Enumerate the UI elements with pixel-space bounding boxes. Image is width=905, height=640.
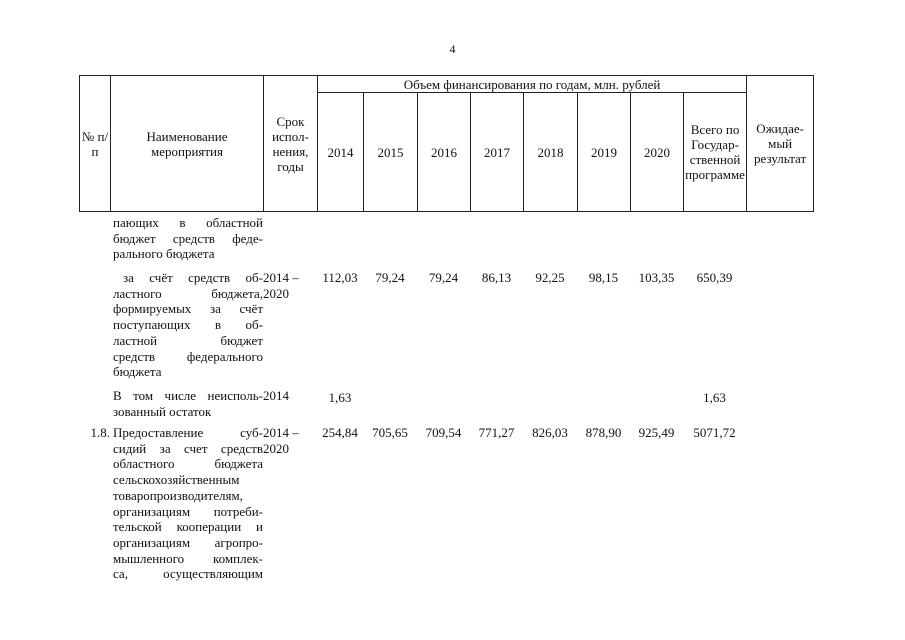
row-1-value-2015: 79,24 — [375, 270, 405, 285]
row-2-term — [263, 388, 317, 404]
header-name: Наименование мероприятия — [111, 76, 264, 212]
header-funding-group: Объем финансирования по годам, млн. рублей — [318, 76, 747, 93]
header-year-2019: 2019 — [578, 93, 631, 212]
row-0-name-line: пающих в областной — [113, 215, 263, 230]
row-1-value-2017: 86,13 — [481, 270, 512, 285]
row-1-name-line: средств федерального — [113, 348, 263, 364]
row-2-term-line: 2014 — [263, 388, 289, 403]
row-1-term — [263, 270, 317, 301]
row-1-name-line: за счёт средств об- — [123, 270, 263, 285]
header-number: № п/п — [80, 76, 111, 212]
row-3-value-2018: 826,03 — [532, 425, 568, 440]
row-1-value-2019: 98,15 — [588, 270, 619, 285]
row-3-name-line: сельскохозяйственным — [113, 472, 240, 488]
row-1-name-line: бюджета — [113, 364, 162, 380]
header-term: Срок испол- нения, годы — [264, 76, 318, 212]
header-year-2015: 2015 — [364, 93, 418, 212]
row-3-name-line: Предоставление суб- — [113, 425, 263, 440]
row-3-name-line: сидий за счет средств — [113, 440, 263, 456]
row-2-total: 1,63 — [703, 390, 726, 405]
row-3-name-line: мышленного комплек- — [113, 550, 263, 566]
row-3-name-line: областного бюджета — [113, 456, 263, 472]
row-3-name-line: организациям агропро- — [113, 534, 263, 550]
table-header — [79, 75, 814, 212]
row-1-value-2020: 103,35 — [638, 270, 675, 285]
row-3-value-2015: 705,65 — [372, 425, 408, 440]
header-year-2017: 2017 — [471, 93, 524, 212]
row-1-name-line: формируемых за счёт — [113, 301, 263, 317]
row-2-name-line: зованный остаток — [113, 403, 212, 419]
row-2-name-line: В том числе неисполь- — [113, 388, 263, 403]
row-2-value-2014: 1,63 — [328, 390, 352, 405]
row-0-name-line: рального бюджета — [113, 246, 215, 262]
header-result: Ожидае- мый результат — [747, 76, 814, 212]
row-1-value-2016: 79,24 — [428, 270, 459, 285]
row-3-value-2019: 878,90 — [585, 425, 622, 440]
row-1-total: 650,39 — [696, 270, 733, 285]
row-3-name-line: тельской кооперации и — [113, 519, 263, 535]
row-3-name-line: са, осуществляющим — [113, 566, 263, 582]
row-1-value-2018: 92,25 — [535, 270, 565, 285]
row-3-name-line: организациям потреби- — [113, 503, 263, 519]
row-3-term-line: 2014 – — [263, 425, 299, 440]
row-3-total: 5071,72 — [693, 425, 736, 440]
row-3-name-line: товаропроизводителям, — [113, 487, 243, 503]
row-1-value-2014: 112,03 — [322, 270, 358, 285]
row-1-name-line: поступающих в об- — [113, 317, 263, 333]
row-3-name — [113, 425, 263, 582]
page-number: 4 — [449, 42, 456, 56]
row-1-name — [113, 270, 263, 380]
row-3-value-2014: 254,84 — [322, 425, 358, 440]
row-3-term-line: 2020 — [263, 440, 289, 456]
row-3-number: 1.8. — [90, 425, 110, 440]
row-3-value-2020: 925,49 — [638, 425, 675, 440]
row-2-name — [113, 388, 263, 419]
header-year-2018: 2018 — [524, 93, 578, 212]
row-3-term — [263, 425, 317, 456]
row-1-name-line: ластной бюджет — [113, 332, 263, 348]
row-3-value-2016: 709,54 — [425, 425, 462, 440]
row-1-term-line: 2020 — [263, 285, 289, 301]
row-0-name-line: бюджет средств феде- — [113, 230, 263, 246]
header-year-2016: 2016 — [418, 93, 471, 212]
header-year-2014: 2014 — [318, 93, 364, 212]
row-1-name-line: ластного бюджета, — [113, 285, 263, 301]
row-1-term-line: 2014 – — [263, 270, 299, 285]
header-year-2020: 2020 — [631, 93, 684, 212]
header-total: Всего по Государ- ственной программе — [684, 93, 747, 212]
row-0-name — [113, 215, 263, 262]
row-3-value-2017: 771,27 — [478, 425, 515, 440]
